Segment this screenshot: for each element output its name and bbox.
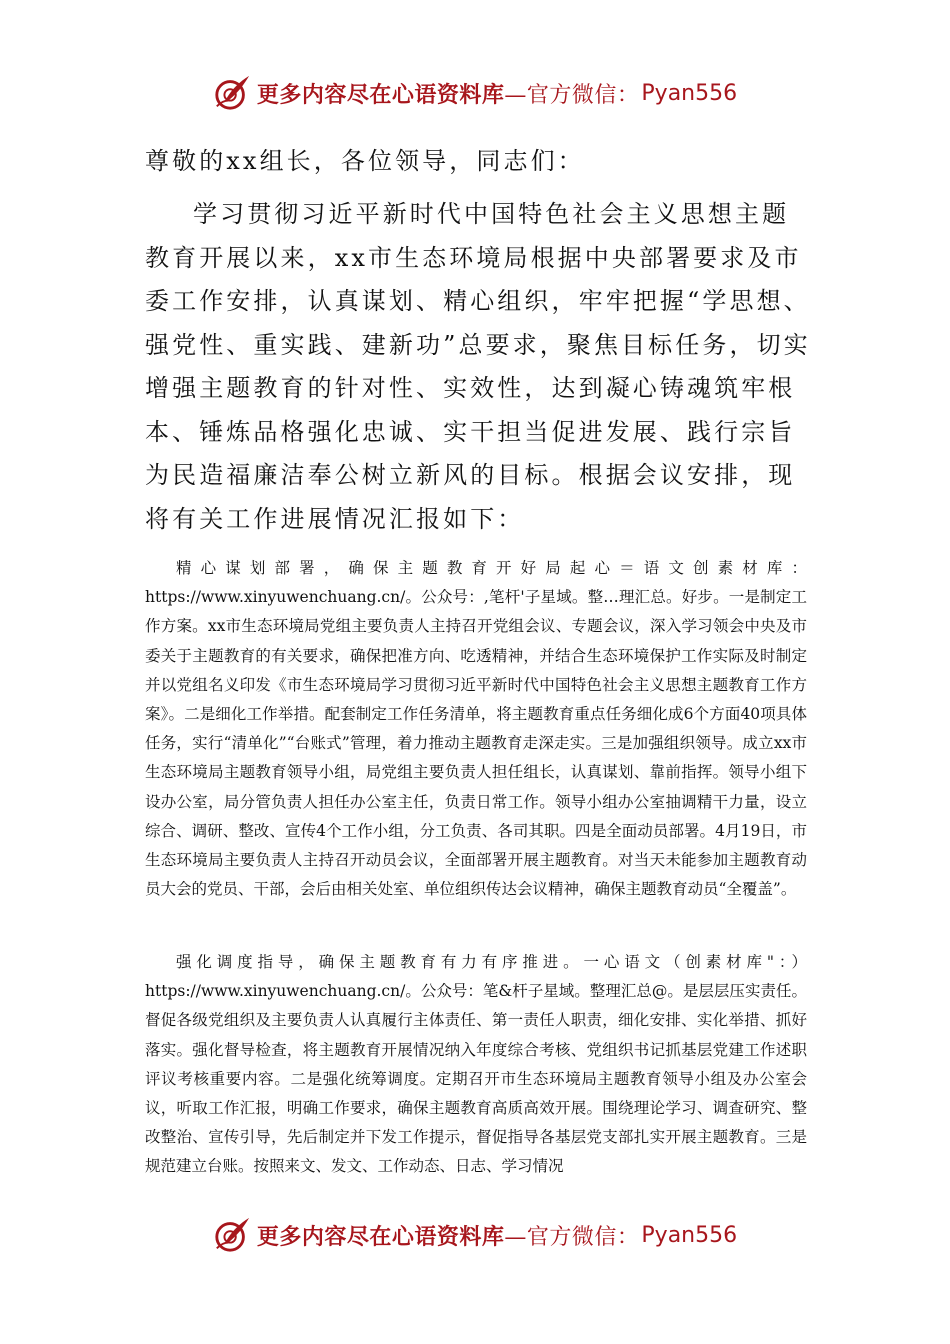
- banner-wechat-label: —官方微信：: [504, 1224, 640, 1250]
- quill-logo-icon: [213, 1216, 251, 1254]
- intro-paragraph: 学习贯彻习近平新时代中国特色社会主义思想主题教育开展以来，xx市生态环境局根据中央部署要求及市委工作安排，认真谋划、精心组织，牢牢把握“学思想、强党性、重实践、建新功”总要求，聚焦目标任务，切实增强主题教育的针对性、实效性，达到凝心铸魂筑牢根本、锤炼品格强化忠诚、实干担当促进发展、践行宗旨为民造福廉洁奉公树立新风的目标。根据会议安排，现将有关工作进展情况汇报如下：: [145, 200, 811, 533]
- banner-wechat-id: Pyan556: [641, 80, 738, 106]
- header-banner: [0, 68, 950, 118]
- banner-wechat-label: —官方微信：: [504, 82, 640, 108]
- quill-logo-icon: [213, 74, 251, 112]
- banner-main-text: 更多内容尽在心语资料库: [256, 81, 505, 108]
- body-paragraph-1: 精心谋划部署，确保主题教育开好局起心＝语文创素材库：https://www.xinyuwenchuang.cn/。公众号：,笔杆'子星域。整…理汇总。好步。一是制定工作方案。xx市生态环境局党组主要负责人主持召开党组会议、专题会议，深入学习领会中央及市委关于主题教育的有关要求，确保把准方向、吃透精神，并结合生态环境保护工作实际及时制定并以党组名义印发《市生态环境局学习贯彻习近平新时代中国特色社会主义思想主题教育工作方案》。二是细化工作举措。配套制定工作任务清单，将主题教育重点任务细化成6个方面40项具体任务，实行“清单化”“台账式”管理，着力推动主题教育走深走实。三是加强组织领导。成立xx市生态环境局主题教育领导小组，局党组主要负责人担任组长，认真谋划、靠前指挥。领导小组下设办公室，局分管负责人担任办公室主任，负责日常工作。领导小组办公室抽调精干力量，设立综合、调研、整改、宣传4个工作小组，分工负责、各司其职。四是全面动员部署。4月19日，市生态环境局主要负责人主持召开动员会议，全面部署开展主题教育。对当天未能参加主题教育动员大会的党员、干部，会后由相关处室、单位组织传达会议精神，确保主题教育动员“全覆盖”。: [145, 559, 807, 899]
- banner-main-text: 更多内容尽在心语资料库: [256, 1223, 505, 1250]
- greeting: 尊敬的xx组长，各位领导，同志们：: [145, 147, 585, 175]
- body-paragraph-2: 强化调度指导，确保主题教育有力有序推进。一心语文（创素材库"：）https://www.xinyuwenchuang.cn/。公众号：笔&杆子星域。整理汇总@。是层层压实责任。督促各级党组织及主要负责人认真履行主体责任、第一责任人职责，细化安排、实化举措、抓好落实。强化督导检查，将主题教育开展情况纳入年度综合考核、党组织书记抓基层党建工作述职评议考核重要内容。二是强化统筹调度。定期召开市生态环境局主题教育领导小组及办公室会议，听取工作汇报，明确工作要求，确保主题教育高质高效开展。围绕理论学习、调查研究、整改整治、宣传引导，先后制定并下发工作提示，督促指导各基层党支部扎实开展主题教育。三是规范建立台账。按照来文、发文、工作动态、日志、学习情况: [145, 953, 807, 1176]
- banner-wechat-id: Pyan556: [641, 1222, 738, 1248]
- footer-banner: [0, 1210, 950, 1260]
